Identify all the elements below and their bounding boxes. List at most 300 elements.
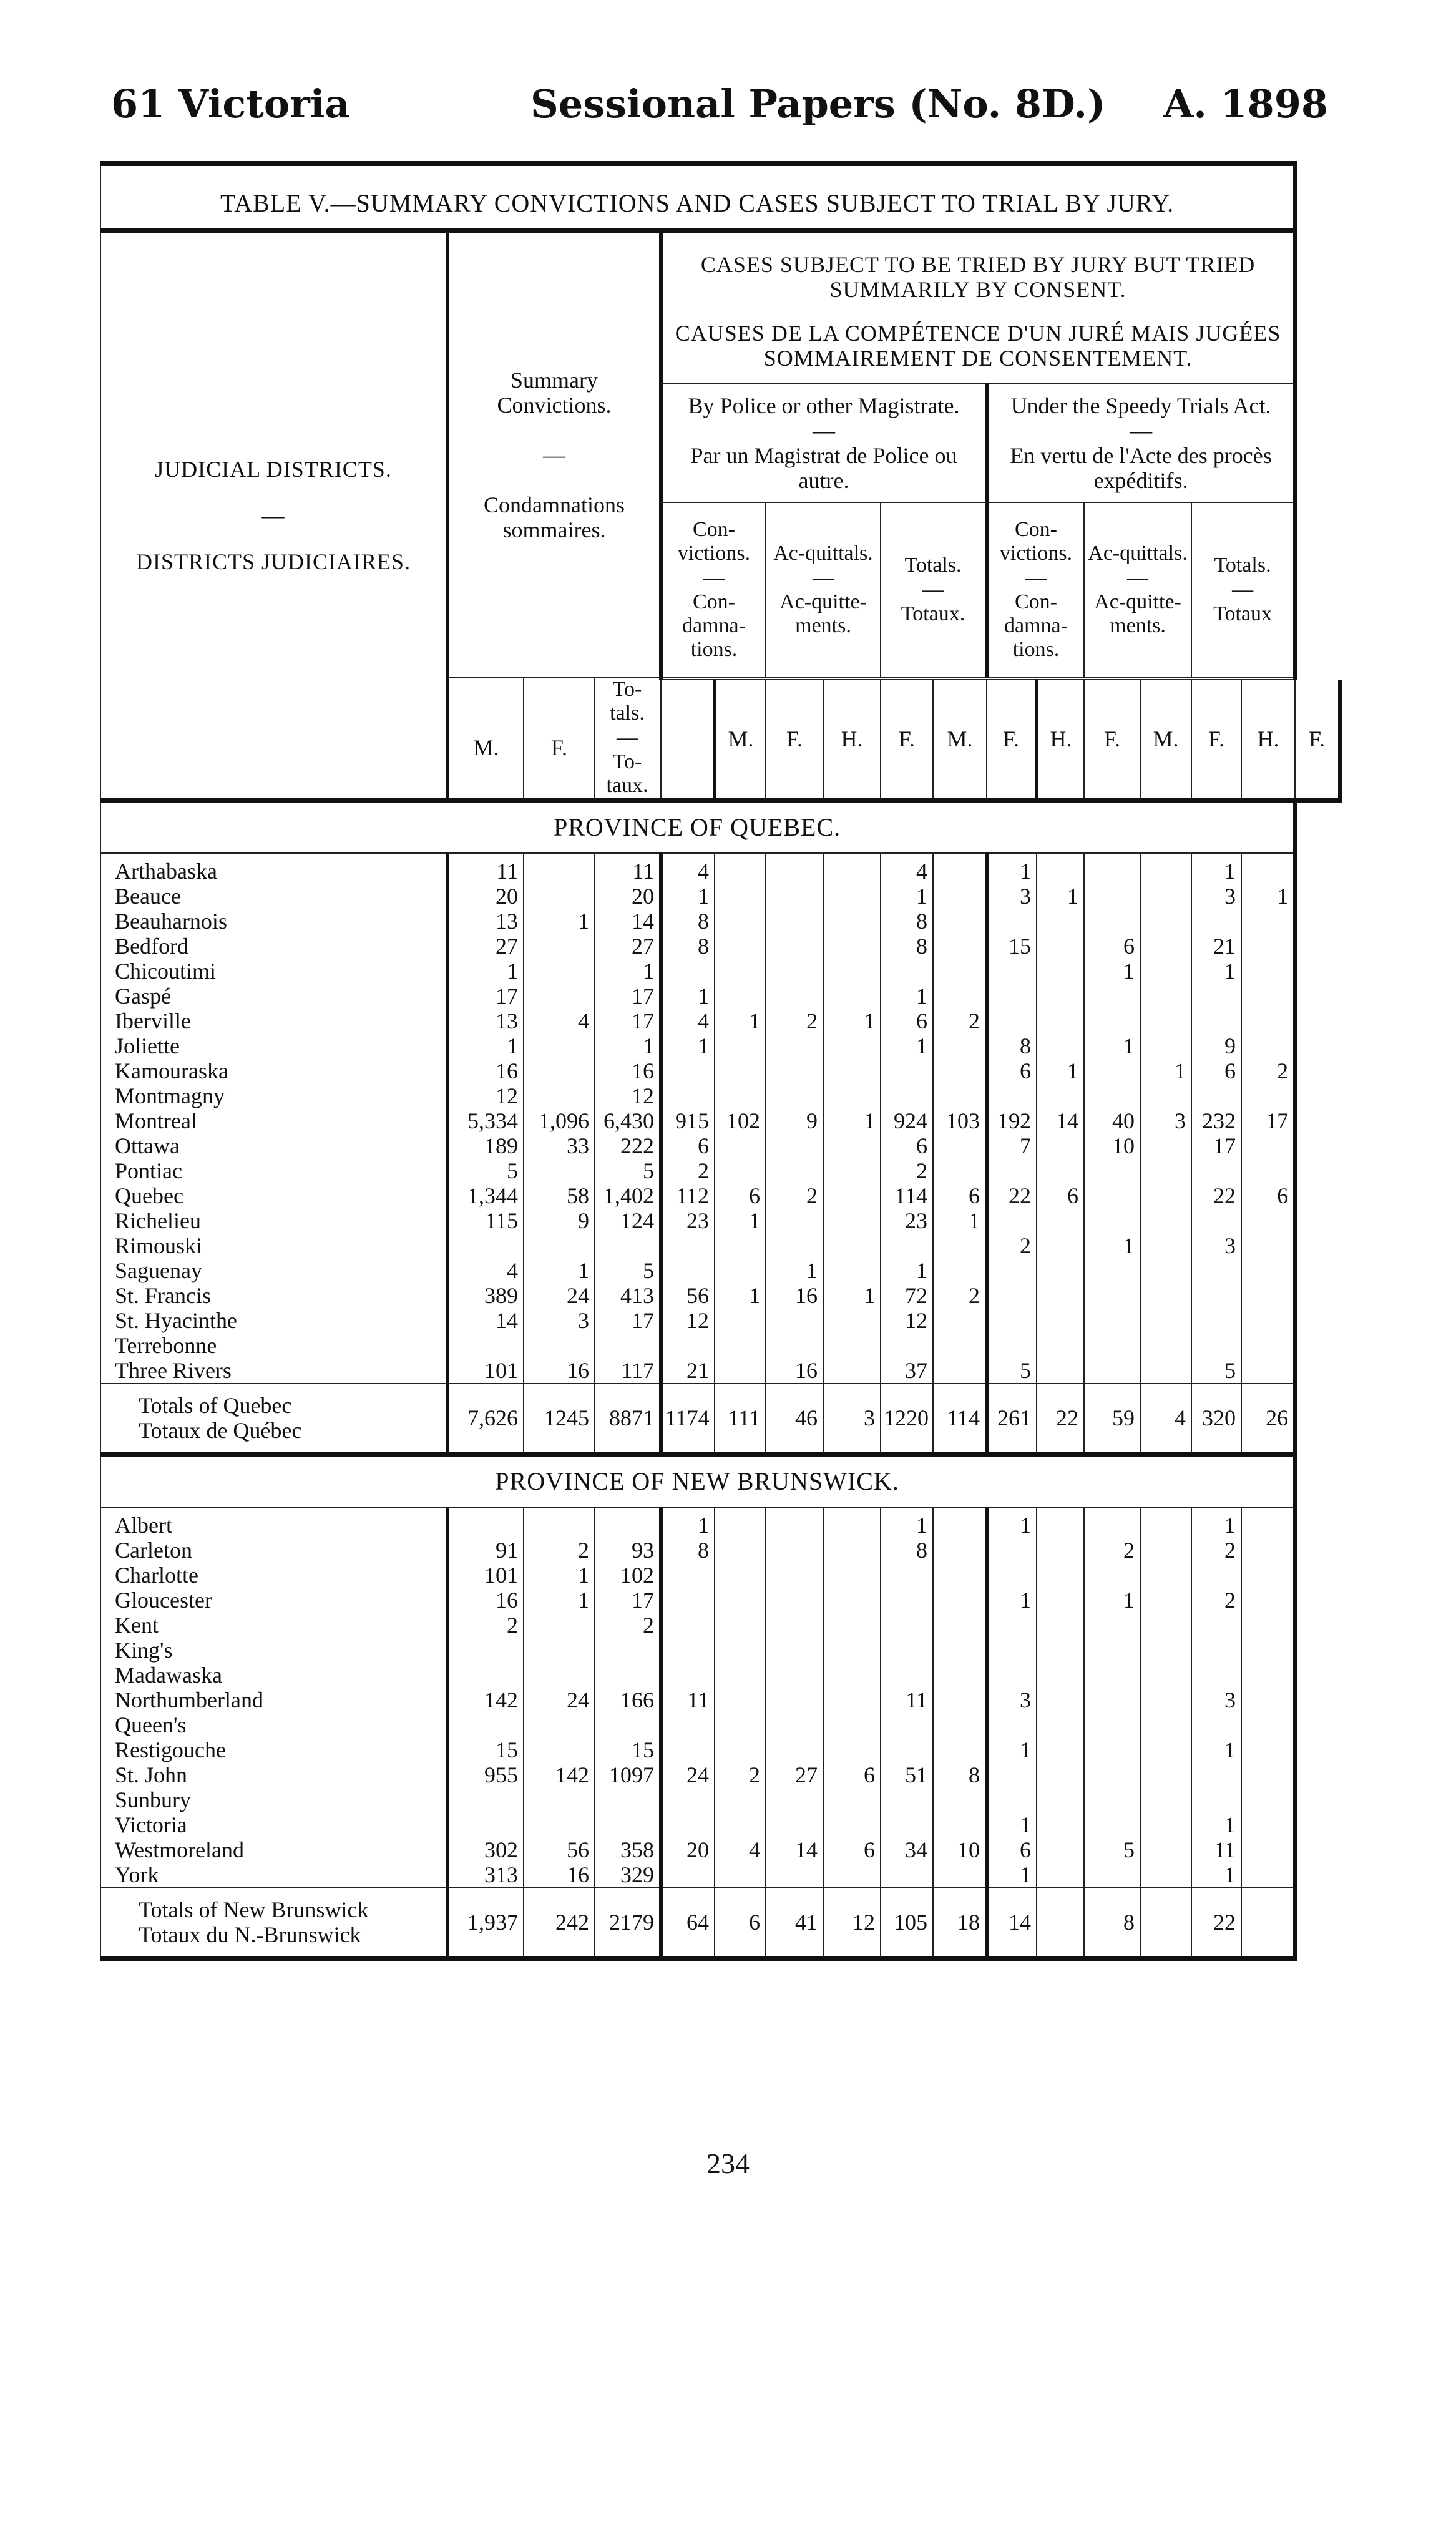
table-cell: 1 (823, 1009, 881, 1033)
table-cell (715, 1588, 766, 1613)
table-cell (1084, 1308, 1140, 1333)
table-cell (1241, 1283, 1295, 1308)
table-cell: 16 (595, 1058, 661, 1083)
table-cell (881, 1613, 933, 1638)
totals-cell: 7,626 (447, 1384, 524, 1454)
table-cell: 4 (715, 1837, 766, 1862)
totals-cell: 41 (766, 1888, 823, 1958)
table-cell (1241, 1538, 1295, 1563)
table-cell (1140, 1208, 1191, 1233)
table-cell (823, 1712, 881, 1737)
totals-cell: 8 (1084, 1888, 1140, 1958)
table-cell (823, 934, 881, 959)
table-cell (766, 1812, 823, 1837)
table-cell: 192 (987, 1108, 1037, 1133)
running-header (0, 81, 1456, 137)
totals-cell: 12 (823, 1888, 881, 1958)
table-cell (987, 1663, 1037, 1688)
speedy-col-2: F. (1084, 680, 1140, 800)
table-cell (1084, 1058, 1140, 1083)
table-cell: 1 (1037, 1058, 1084, 1083)
table-cell (933, 909, 987, 934)
table-cell: 4 (447, 1258, 524, 1283)
table-title: TABLE V.—SUMMARY CONVICTIONS AND CASES SUBJECT TO TRIAL BY JURY. (100, 164, 1295, 231)
totals-label-en: Totals of Quebec (139, 1393, 292, 1418)
police-acq-en: Ac-quittals. (773, 542, 873, 565)
table-row (100, 1837, 1340, 1862)
table-cell (933, 934, 987, 959)
table-cell (766, 1538, 823, 1563)
district-name: Kamouraska (100, 1058, 447, 1083)
table-cell (933, 1588, 987, 1613)
table-cell (1241, 1837, 1295, 1862)
district-name: Beauce (100, 884, 447, 909)
table-cell: 1 (881, 1513, 933, 1538)
table-cell: 91 (447, 1538, 524, 1563)
padding-cell (100, 1507, 447, 1513)
header-right: A. 1898 (1163, 81, 1328, 127)
table-cell: 21 (1191, 934, 1241, 959)
table-cell (881, 1083, 933, 1108)
table-cell: 6 (715, 1183, 766, 1208)
table-cell (661, 1233, 715, 1258)
table-cell: 11 (595, 859, 661, 884)
totals-cell: 1,937 (447, 1888, 524, 1958)
table-cell (766, 1033, 823, 1058)
section-padding (100, 1507, 1340, 1513)
table-cell (1241, 1033, 1295, 1058)
table-cell (1140, 909, 1191, 934)
police-header-fr: Par un Magistrat de Police ou autre. (690, 443, 957, 493)
table-row (100, 1762, 1340, 1787)
table-cell (1037, 1513, 1084, 1538)
table-cell: 9 (766, 1108, 823, 1133)
table-cell (715, 1613, 766, 1638)
table-cell (524, 859, 595, 884)
table-cell (823, 1158, 881, 1183)
table-cell: 11 (1191, 1837, 1241, 1862)
table-cell (1037, 859, 1084, 884)
padding-cell (1191, 853, 1241, 859)
districts-header-en: JUDICIAL DISTRICTS. (155, 457, 392, 482)
table-cell (1037, 1588, 1084, 1613)
totals-row (100, 1384, 1340, 1454)
table-cell (1084, 1258, 1140, 1283)
police-conv-fr: Con-damna-tions. (682, 590, 746, 661)
table-cell: 16 (447, 1588, 524, 1613)
district-name: Joliette (100, 1033, 447, 1058)
table-cell: 8 (661, 1538, 715, 1563)
table-cell: 22 (987, 1183, 1037, 1208)
district-name: St. Francis (100, 1283, 447, 1308)
table-cell: 1 (524, 909, 595, 934)
table-cell (1241, 1812, 1295, 1837)
police-tot-dash: — (922, 578, 944, 601)
district-name: Terrebonne (100, 1333, 447, 1358)
table-cell (1037, 1712, 1084, 1737)
table-cell (881, 1233, 933, 1258)
table-cell (524, 1663, 595, 1688)
table-cell (823, 1737, 881, 1762)
district-name: Northumberland (100, 1688, 447, 1712)
table-cell (715, 1308, 766, 1333)
sum-tot-en: To-tals. (610, 678, 645, 725)
table-cell (715, 1333, 766, 1358)
padding-cell (766, 853, 823, 859)
table-cell (933, 1513, 987, 1538)
table-row (100, 1158, 1340, 1183)
table-cell: 5,334 (447, 1108, 524, 1133)
table-cell (823, 1183, 881, 1208)
table-cell (766, 1787, 823, 1812)
table-cell (1140, 859, 1191, 884)
table-cell: 1,096 (524, 1108, 595, 1133)
table-cell: 20 (661, 1837, 715, 1862)
table-cell (766, 1638, 823, 1663)
table-cell (1140, 1233, 1191, 1258)
table-cell: 6 (987, 1058, 1037, 1083)
padding-cell (766, 1507, 823, 1513)
police-conv-header (661, 502, 766, 677)
table-cell: 115 (447, 1208, 524, 1233)
table-cell (524, 1158, 595, 1183)
speedy-col-1: H. (1037, 680, 1084, 800)
header-left: 61 Victoria (111, 81, 350, 127)
table-cell: 16 (766, 1283, 823, 1308)
police-acq-fr: Ac-quitte-ments. (779, 590, 867, 637)
table-cell (447, 1712, 524, 1737)
table-cell: 1 (987, 1737, 1037, 1762)
table-cell: 1 (1191, 959, 1241, 984)
table-cell (766, 1308, 823, 1333)
table-cell (595, 1787, 661, 1812)
speedy-acq-en: Ac-quittals. (1088, 542, 1188, 565)
sum-tot-fr: To-taux. (606, 750, 648, 797)
table-cell (715, 859, 766, 884)
speedy-header (987, 384, 1295, 502)
padding-cell (823, 853, 881, 859)
table-cell: 6 (881, 1009, 933, 1033)
district-name: Albert (100, 1513, 447, 1538)
district-name: Arthabaska (100, 859, 447, 884)
cases-header-fr: CAUSES DE LA COMPÉTENCE D'UN JURÉ MAIS JUGÉES SOMMAIREMENT DE CONSENTEMENT. (675, 321, 1281, 371)
table-cell (1084, 1762, 1140, 1787)
padding-cell (1241, 1507, 1295, 1513)
totals-label-fr: Totaux du N.-Brunswick (139, 1922, 361, 1947)
padding-cell (524, 853, 595, 859)
district-name: Kent (100, 1613, 447, 1638)
table-cell (1084, 1009, 1140, 1033)
padding-cell (715, 853, 766, 859)
district-name: Gaspé (100, 984, 447, 1009)
table-cell (823, 1208, 881, 1233)
statistics-table-sheet (100, 161, 1342, 2545)
table-row (100, 1358, 1340, 1384)
table-cell (823, 1538, 881, 1563)
speedy-conv-header (987, 502, 1084, 677)
table-row (100, 1058, 1340, 1083)
table-cell: 93 (595, 1538, 661, 1563)
table-cell: 13 (447, 909, 524, 934)
table-cell: 2 (766, 1183, 823, 1208)
table-cell (661, 1638, 715, 1663)
table-row (100, 1233, 1340, 1258)
table-cell (766, 1158, 823, 1183)
table-cell: 3 (1191, 884, 1241, 909)
table-cell: 2 (1191, 1588, 1241, 1613)
table-cell (1037, 1812, 1084, 1837)
table-cell (661, 1712, 715, 1737)
table-cell: 5 (1191, 1358, 1241, 1384)
table-cell (1241, 1638, 1295, 1663)
totals-cell: 4 (1140, 1384, 1191, 1454)
table-cell: 389 (447, 1283, 524, 1308)
table-cell: 4 (661, 1009, 715, 1033)
table-cell (1191, 1158, 1241, 1183)
table-cell (987, 1538, 1037, 1563)
table-cell: 6 (661, 1133, 715, 1158)
padding-cell (524, 1507, 595, 1513)
table-cell: 12 (881, 1308, 933, 1333)
table-cell: 17 (595, 1308, 661, 1333)
table-cell (661, 1613, 715, 1638)
table-cell (715, 1058, 766, 1083)
table-cell (1084, 1083, 1140, 1108)
totals-cell: 14 (987, 1888, 1037, 1958)
table-cell (524, 984, 595, 1009)
district-name: Quebec (100, 1183, 447, 1208)
table-cell: 15 (987, 934, 1037, 959)
table-cell (933, 984, 987, 1009)
table-cell: 51 (881, 1762, 933, 1787)
table-cell: 114 (881, 1183, 933, 1208)
table-cell: 1 (1191, 859, 1241, 884)
table-cell: 14 (766, 1837, 823, 1862)
table-cell (933, 1308, 987, 1333)
table-cell (933, 959, 987, 984)
padding-cell (881, 853, 933, 859)
table-cell: 14 (447, 1308, 524, 1333)
police-conv-en: Con-victions. (677, 518, 751, 565)
convictions-table (100, 161, 1342, 1961)
totals-cell (1037, 1888, 1084, 1958)
table-cell: 34 (881, 1837, 933, 1862)
table-cell (524, 1638, 595, 1663)
table-cell: 142 (524, 1762, 595, 1787)
padding-cell (987, 853, 1037, 859)
district-name: Pontiac (100, 1158, 447, 1183)
table-cell: 2 (447, 1613, 524, 1638)
summary-header (447, 231, 661, 677)
table-cell (987, 1712, 1037, 1737)
table-cell (766, 1083, 823, 1108)
table-cell (823, 859, 881, 884)
table-cell: 56 (524, 1837, 595, 1862)
table-cell (1140, 1837, 1191, 1862)
table-cell: 6 (933, 1183, 987, 1208)
table-cell (1084, 1208, 1140, 1233)
table-cell: 1 (1241, 884, 1295, 909)
sum-col-m: M. (447, 677, 524, 800)
table-cell (1241, 1358, 1295, 1384)
table-cell (1191, 1787, 1241, 1812)
table-cell (1241, 1787, 1295, 1812)
table-cell: 6,430 (595, 1108, 661, 1133)
table-cell (823, 1083, 881, 1108)
table-cell (1191, 1663, 1241, 1688)
table-cell: 1,402 (595, 1183, 661, 1208)
table-cell (524, 1712, 595, 1737)
table-cell (595, 1513, 661, 1538)
district-name: Beauharnois (100, 909, 447, 934)
table-cell (987, 1009, 1037, 1033)
district-name: Victoria (100, 1812, 447, 1837)
table-row (100, 1258, 1340, 1283)
table-cell (933, 1563, 987, 1588)
table-cell: 7 (987, 1133, 1037, 1158)
totals-cell: 6 (715, 1888, 766, 1958)
district-name: Montmagny (100, 1083, 447, 1108)
table-cell: 6 (823, 1837, 881, 1862)
table-cell: 8 (881, 934, 933, 959)
table-cell (1140, 1009, 1191, 1033)
table-cell (661, 1862, 715, 1888)
district-name: Ottawa (100, 1133, 447, 1158)
table-row (100, 1712, 1340, 1737)
table-cell (524, 1233, 595, 1258)
table-cell (1037, 1762, 1084, 1787)
table-cell (447, 1333, 524, 1358)
table-cell: 358 (595, 1837, 661, 1862)
totals-cell: 261 (987, 1384, 1037, 1454)
table-cell (823, 1333, 881, 1358)
table-cell (1037, 1133, 1084, 1158)
district-name: King's (100, 1638, 447, 1663)
table-cell: 17 (595, 1588, 661, 1613)
totals-label (100, 1888, 447, 1958)
table-cell: 413 (595, 1283, 661, 1308)
table-cell (1037, 1862, 1084, 1888)
table-cell: 1 (1084, 1233, 1140, 1258)
table-cell (987, 1258, 1037, 1283)
table-row (100, 909, 1340, 934)
table-row (100, 1033, 1340, 1058)
table-cell: 142 (447, 1688, 524, 1712)
table-cell (823, 1663, 881, 1688)
table-cell (1037, 1688, 1084, 1712)
table-cell (715, 1787, 766, 1812)
table-cell (1084, 1663, 1140, 1688)
table-cell: 1 (1140, 1058, 1191, 1083)
table-cell (1140, 1663, 1191, 1688)
table-cell: 112 (661, 1183, 715, 1208)
padding-cell (1140, 853, 1191, 859)
table-cell: 2 (1191, 1538, 1241, 1563)
police-col-4: F. (881, 680, 933, 800)
speedy-tot-en: Totals. (1214, 554, 1271, 577)
table-cell (766, 1663, 823, 1688)
table-cell (715, 959, 766, 984)
table-cell (766, 1588, 823, 1613)
totals-cell (1241, 1888, 1295, 1958)
table-cell (823, 1812, 881, 1837)
table-cell (1084, 1513, 1140, 1538)
table-row (100, 1183, 1340, 1208)
table-cell (1037, 1083, 1084, 1108)
table-cell: 6 (987, 1837, 1037, 1862)
table-cell (1037, 1787, 1084, 1812)
table-cell (524, 884, 595, 909)
table-row (100, 1638, 1340, 1663)
table-cell (1140, 884, 1191, 909)
table-cell (1241, 1133, 1295, 1158)
table-cell: 3 (987, 884, 1037, 909)
table-cell: 1 (661, 984, 715, 1009)
table-cell (1037, 1233, 1084, 1258)
table-cell: 3 (1191, 1233, 1241, 1258)
table-cell: 21 (661, 1358, 715, 1384)
table-cell: 2 (987, 1233, 1037, 1258)
table-cell (1140, 959, 1191, 984)
table-cell (1037, 909, 1084, 934)
table-cell (715, 1638, 766, 1663)
table-cell: 329 (595, 1862, 661, 1888)
table-cell (1140, 934, 1191, 959)
totals-cell: 1174 (661, 1384, 715, 1454)
table-cell (1037, 1663, 1084, 1688)
table-cell: 9 (524, 1208, 595, 1233)
table-cell (1140, 1283, 1191, 1308)
table-cell (661, 1663, 715, 1688)
table-cell (1241, 1663, 1295, 1688)
speedy-acq-dash: — (1127, 566, 1148, 589)
district-name: Carleton (100, 1538, 447, 1563)
table-cell (1084, 1333, 1140, 1358)
table-cell (881, 1862, 933, 1888)
table-cell: 102 (715, 1108, 766, 1133)
table-cell (447, 1513, 524, 1538)
table-cell (987, 1638, 1037, 1663)
padding-cell (987, 1507, 1037, 1513)
totals-cell: 8871 (595, 1384, 661, 1454)
table-cell (933, 1133, 987, 1158)
table-cell (447, 1663, 524, 1688)
padding-cell (1140, 1507, 1191, 1513)
table-cell (715, 1083, 766, 1108)
table-cell (1140, 1538, 1191, 1563)
table-cell (823, 959, 881, 984)
table-cell: 14 (595, 909, 661, 934)
table-cell: 24 (661, 1762, 715, 1787)
table-cell (823, 1563, 881, 1588)
table-cell: 6 (1037, 1183, 1084, 1208)
padding-cell (1191, 1507, 1241, 1513)
table-row (100, 1588, 1340, 1613)
table-cell (595, 1663, 661, 1688)
police-col-2: F. (766, 680, 823, 800)
table-cell: 1 (1191, 1513, 1241, 1538)
table-cell: 2 (881, 1158, 933, 1183)
speedy-header-fr: En vertu de l'Acte des procès expéditifs. (1010, 443, 1272, 493)
table-cell (933, 1862, 987, 1888)
table-row (100, 884, 1340, 909)
table-cell: 6 (823, 1762, 881, 1787)
table-cell (766, 984, 823, 1009)
table-cell (1241, 1308, 1295, 1333)
table-cell (933, 1812, 987, 1837)
district-name: Sunbury (100, 1787, 447, 1812)
police-acq-dash: — (813, 566, 834, 589)
